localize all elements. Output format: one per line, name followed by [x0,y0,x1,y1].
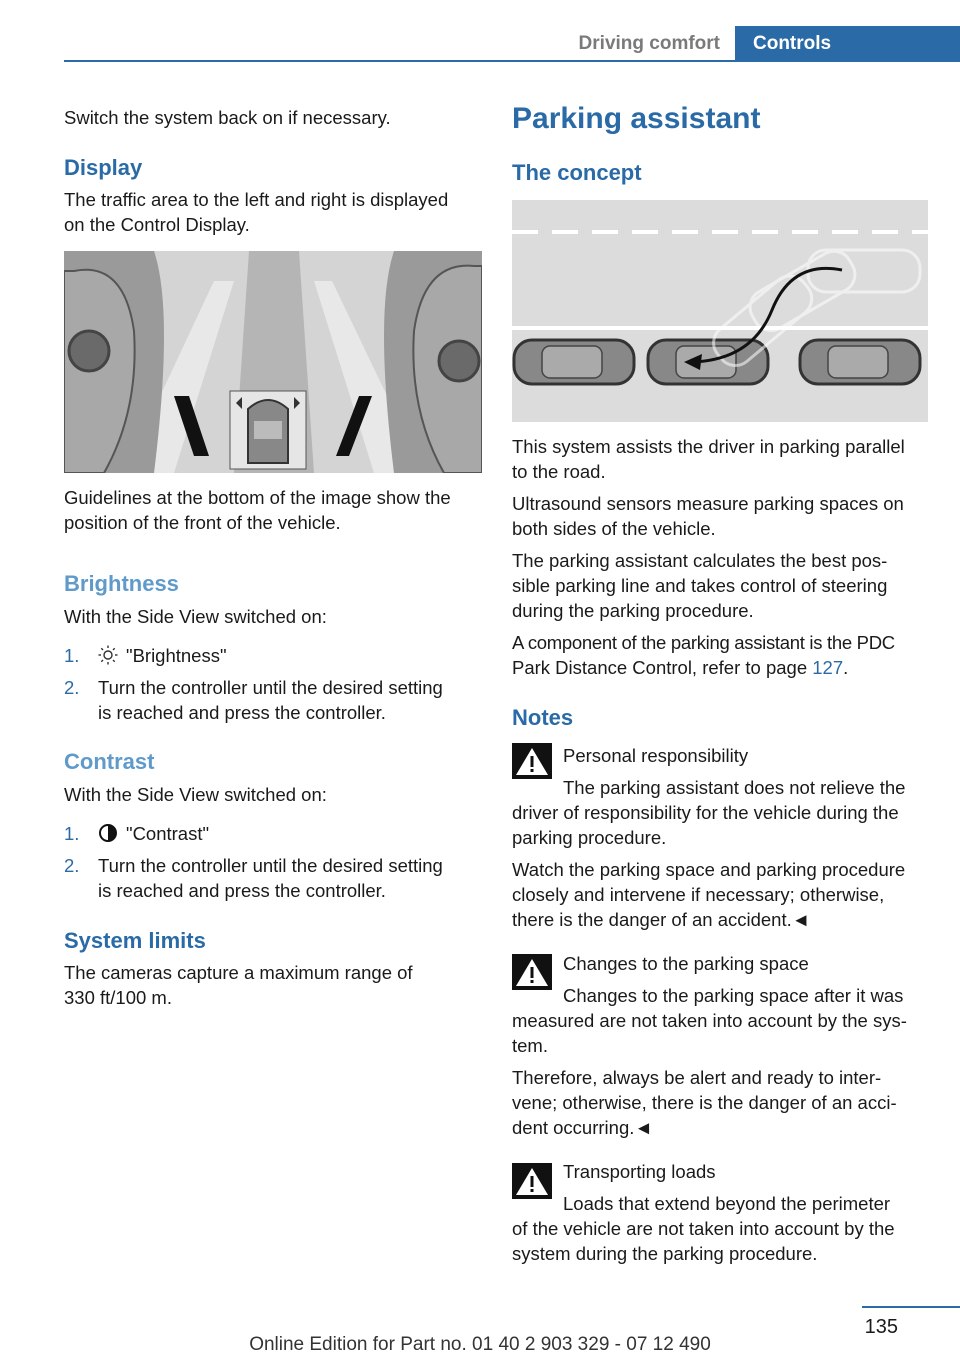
warning-3-line-1: Loads that extend beyond the perimeter [563,1193,891,1214]
warning-2-title: Changes to the parking space [563,953,809,974]
concept-p1-line-1: This system assists the driver in parking parallel [512,436,905,457]
warning-3-line-3: system during the parking procedure. [512,1243,818,1264]
warning-icon [512,743,552,779]
step-text: "Brightness" [126,645,227,666]
header-rule [64,60,960,62]
concept-p4-line-2: Park Distance Control, refer to page 127. [512,657,849,678]
figure-caption-line-1: Guidelines at the bottom of the image show the [64,487,451,508]
brightness-heading: Brightness [64,571,179,596]
step-text-line-1: Turn the controller until the desired setting [98,855,443,876]
warning-1b-line-3: there is the danger of an accident.◄ [512,909,811,930]
warning-2-line-2: measured are not taken into account by the sys- [512,1010,907,1031]
warning-1-line-3: parking procedure. [512,827,667,848]
warning-2b-line-1: Therefore, always be alert and ready to inter- [512,1067,882,1088]
footer-rule [862,1306,960,1308]
warning-2b-line-2: vene; otherwise, there is the danger of an acci- [512,1092,897,1113]
intro-text: Switch the system back on if necessary. [64,107,391,128]
parked-car-left [514,340,634,384]
warning-3-title: Transporting loads [563,1161,716,1182]
header-section: Driving comfort [578,33,720,54]
display-heading: Display [64,155,143,180]
warning-icon [512,1163,552,1199]
step-number: 2. [64,855,80,876]
concept-p1-line-2: to the road. [512,461,606,482]
display-text-line-2: on the Control Display. [64,214,250,235]
side-view-figure [64,251,482,473]
contrast-step-1 [64,821,482,846]
sun-icon [98,645,118,665]
contrast-step-2 [64,853,482,903]
warning-1-line-2: driver of responsibility for the vehicle during the [512,802,899,823]
page-reference-link[interactable]: 127 [812,657,844,678]
concept-p3-line-1: The parking assistant calculates the best pos- [512,550,888,571]
warning-2b-line-3: dent occurring.◄ [512,1117,653,1138]
figure-caption-line-2: position of the front of the vehicle. [64,512,341,533]
edition-footer: Online Edition for Part no. 01 40 2 903 329 - 07 12 490 [249,1334,711,1355]
parking-assistant-figure [512,200,928,422]
step-number: 2. [64,677,80,698]
warning-1-title: Personal responsibility [563,745,749,766]
concept-p3-line-3: during the parking procedure. [512,600,754,621]
step-number: 1. [64,645,80,666]
page-title: Parking assistant [512,102,761,135]
concept-p4-line-1: A component of the parking assistant is the PDC [512,632,895,653]
warning-1-line-1: The parking assistant does not relieve the [563,777,906,798]
display-text-line-1: The traffic area to the left and right is displayed [64,189,449,210]
concept-p3-line-2: sible parking line and takes control of steering [512,575,888,596]
step-number: 1. [64,823,80,844]
system-limits-heading: System limits [64,928,206,953]
notes-heading: Notes [512,705,574,730]
system-limits-line-2: 330 ft/100 m. [64,987,172,1008]
contrast-icon [98,823,118,843]
warning-1b-line-1: Watch the parking space and parking procedure [512,859,906,880]
concept-heading: The concept [512,160,642,185]
concept-p2-line-1: Ultrasound sensors measure parking spaces on [512,493,904,514]
step-text-line-2: is reached and press the controller. [98,880,386,901]
contrast-intro: With the Side View switched on: [64,784,327,805]
system-limits-line-1: The cameras capture a maximum range of [64,962,413,983]
header-chapter-tab: Controls [735,26,960,62]
warning-2-line-3: tem. [512,1035,548,1056]
warning-1b-line-2: closely and intervene if necessary; otherwise, [512,884,885,905]
brightness-step-2 [64,675,482,725]
brightness-step-1 [64,643,482,668]
warning-icon [512,954,552,990]
warning-2-line-1: Changes to the parking space after it was [563,985,904,1006]
step-text: "Contrast" [126,823,210,844]
brightness-intro: With the Side View switched on: [64,606,327,627]
step-text-line-2: is reached and press the controller. [98,702,386,723]
step-text-line-1: Turn the controller until the desired setting [98,677,443,698]
concept-p2-line-2: both sides of the vehicle. [512,518,716,539]
contrast-heading: Contrast [64,749,155,774]
page-number: 135 [864,1316,898,1338]
warning-3-line-2: of the vehicle are not taken into account by the [512,1218,895,1239]
